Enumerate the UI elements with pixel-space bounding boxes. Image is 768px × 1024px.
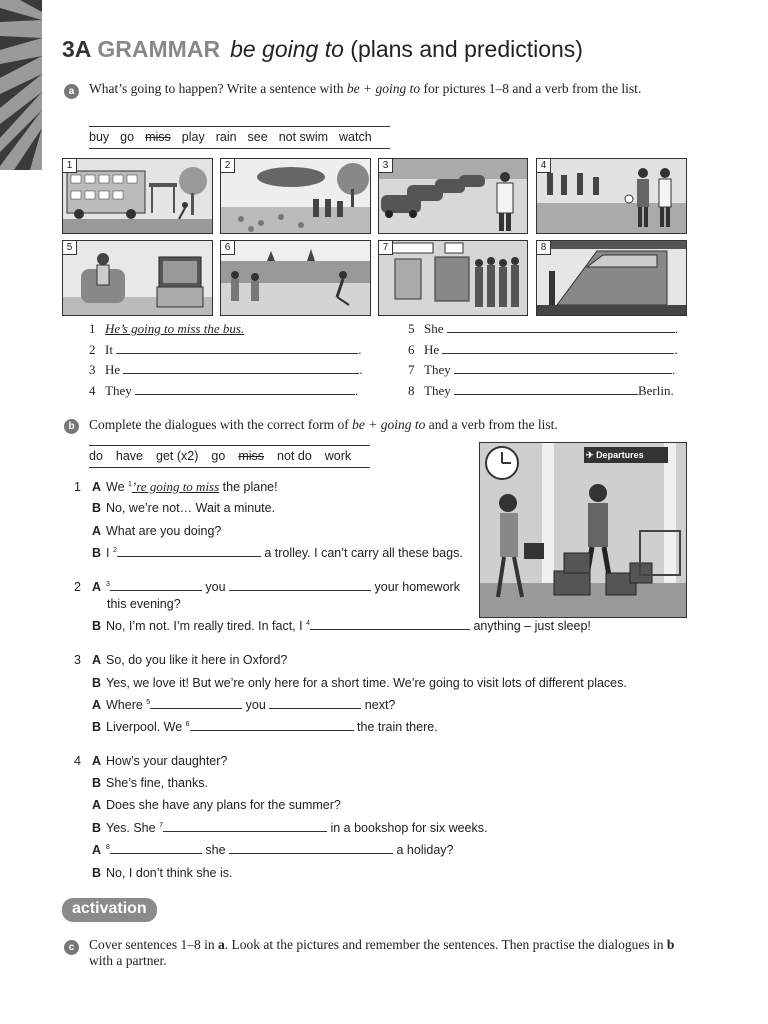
dialogue-1-line-4 (92, 546, 463, 560)
answer-blank[interactable] (229, 580, 371, 591)
line-text: How’s your daughter? (106, 754, 228, 768)
line-text: a holiday? (393, 843, 454, 857)
sentence-number: 1 (89, 321, 96, 336)
sentence-number: 7 (408, 362, 415, 377)
instruction-c-text: Cover sentences 1–8 in (89, 937, 218, 952)
instruction-c-text-3: with a partner. (89, 953, 167, 968)
line-text: Does she have any plans for the summer? (106, 798, 341, 812)
dialogue-1-line-1 (74, 479, 278, 495)
speaker: B (92, 619, 102, 633)
word-item: do (89, 449, 103, 463)
answer-blank[interactable] (447, 322, 675, 333)
title-topic: be going to (230, 36, 344, 62)
cars-illustration (379, 159, 527, 233)
train-illustration (537, 241, 686, 315)
line-text: She’s fine, thanks. (106, 776, 208, 790)
sunburst-decoration (0, 0, 42, 170)
dialogue-number: 2 (74, 580, 81, 594)
instruction-c-bold-2: b (666, 937, 675, 952)
sentence-8 (408, 383, 674, 399)
bus-illustration (63, 159, 212, 233)
instruction-b-text: Complete the dialogues with the correct form of (89, 417, 353, 432)
speaker: A (92, 698, 102, 712)
picture-7-cinema (378, 240, 528, 316)
gap-number: 1 (128, 480, 132, 488)
airport-illustration (480, 443, 686, 617)
speaker: B (92, 720, 102, 734)
sentence-start: He (105, 362, 121, 377)
section-label: GRAMMAR (97, 36, 221, 62)
sentence-number: 2 (89, 342, 96, 357)
title-subtitle: (plans and predictions) (350, 36, 583, 62)
answer-blank[interactable] (135, 384, 355, 395)
airport-picture (479, 442, 687, 618)
instruction-b-emphasis: be + going to (352, 417, 426, 432)
dialogue-3-line-2 (92, 676, 627, 690)
departures-label: Departures (596, 450, 644, 460)
dialogue-number: 1 (74, 480, 81, 494)
picture-number: 7 (379, 241, 393, 255)
speaker: A (92, 480, 102, 494)
word-item: not do (277, 449, 312, 463)
example-answer: ’re going to miss (131, 479, 220, 494)
answer-blank[interactable] (110, 580, 202, 591)
word-item: play (181, 130, 205, 144)
gap-number: 2 (112, 546, 117, 554)
exercise-letter-b: b (64, 419, 79, 434)
sentence-number: 8 (408, 383, 415, 398)
line-text: Where (106, 698, 147, 712)
sentence-start: It (105, 342, 113, 357)
sentence-start: They (424, 383, 451, 398)
departures-sign (586, 450, 644, 461)
line-text: No, I’m not. I’m really tired. In fact, I (106, 619, 307, 633)
line-text: you (201, 580, 230, 594)
sentence-number: 6 (408, 342, 415, 357)
line-text: I (106, 546, 113, 560)
dialogue-1-line-3 (92, 524, 221, 538)
answer-blank[interactable] (454, 363, 672, 374)
activation-label: activation (62, 898, 157, 922)
word-item: miss (238, 449, 265, 463)
word-item: have (115, 449, 144, 463)
word-item: work (324, 449, 352, 463)
dialogue-4-line-6 (92, 866, 232, 880)
instruction-c-text-2: . Look at the pictures and remember the sentences. Then practise the dialogues in (224, 937, 667, 952)
speaker: A (92, 843, 102, 857)
answer-blank[interactable] (110, 843, 202, 854)
picture-number: 1 (63, 159, 77, 173)
sentence-end: . (354, 383, 359, 398)
sentence-end: . (674, 342, 678, 357)
sentence-1 (89, 321, 244, 337)
sentence-end: Berlin. (637, 383, 674, 398)
line-text: We (106, 480, 128, 494)
line-text: she (201, 843, 230, 857)
sentence-5 (408, 321, 678, 337)
sentence-number: 5 (408, 321, 415, 336)
speaker: A (92, 798, 102, 812)
instruction-a-text-2: for pictures 1–8 and a verb from the list. (420, 81, 642, 96)
picture-2-park-rain (220, 158, 371, 234)
gap-number: 8 (106, 843, 110, 851)
dialogue-4-line-1 (74, 754, 227, 768)
answer-blank[interactable] (190, 720, 354, 731)
dialogue-2-line-1b: this evening? (107, 597, 181, 611)
instruction-c (89, 937, 689, 969)
line-text: No, I don’t think she is. (106, 866, 233, 880)
dialogue-4-line-4 (92, 821, 487, 835)
speaker: B (92, 546, 102, 560)
answer-blank[interactable] (163, 821, 327, 832)
sentence-6 (408, 342, 678, 358)
beach-illustration (221, 241, 370, 315)
dialogue-3-line-1 (74, 653, 287, 667)
cinema-illustration (379, 241, 527, 315)
gap-number: 7 (159, 821, 163, 829)
instruction-b (89, 417, 689, 433)
dialogue-number: 4 (74, 754, 81, 768)
instruction-a-emphasis: be + going to (346, 81, 421, 96)
answer-blank[interactable] (454, 384, 638, 395)
dialogue-4-line-2 (92, 776, 208, 790)
picture-8-train (536, 240, 687, 316)
page-title (62, 36, 583, 63)
gap-number: 6 (185, 720, 190, 728)
speaker: A (92, 754, 102, 768)
speaker: A (92, 653, 102, 667)
picture-1-bus (62, 158, 213, 234)
dialogue-2-line-2 (92, 619, 591, 633)
gap-number: 5 (146, 698, 151, 706)
word-item: not swim (278, 130, 329, 144)
answer-blank[interactable] (150, 698, 242, 709)
instruction-a-text: What’s going to happen? Write a sentence with (89, 81, 347, 96)
picture-number: 8 (537, 241, 551, 255)
dialogue-1-line-2 (92, 501, 275, 515)
word-item: go (120, 130, 135, 144)
line-text: What are you doing? (106, 524, 222, 538)
sentence-start: She (424, 321, 444, 336)
example-answer: He’s going to miss the bus. (105, 321, 245, 336)
picture-6-beach (220, 240, 371, 316)
sentence-7 (408, 362, 675, 378)
dialogue-3-line-3 (92, 698, 395, 712)
speaker: B (92, 866, 102, 880)
unit-number: 3A (62, 36, 92, 62)
line-text: a trolley. I can’t carry all these bags. (260, 546, 463, 560)
instruction-a (89, 81, 689, 97)
word-item: see (247, 130, 268, 144)
line-text: in a bookshop for six weeks. (326, 821, 488, 835)
picture-number: 6 (221, 241, 235, 255)
word-item: miss (145, 130, 171, 144)
picture-4-football (536, 158, 687, 234)
sentence-2 (89, 342, 361, 358)
picture-number: 5 (63, 241, 77, 255)
instruction-b-text-2: and a verb from the list. (425, 417, 558, 432)
word-list-a (89, 126, 390, 149)
word-item: go (211, 449, 226, 463)
line-text: Liverpool. We (106, 720, 186, 734)
answer-blank[interactable] (123, 363, 359, 374)
line-text: the plane! (219, 480, 278, 494)
word-item: buy (89, 130, 110, 144)
answer-blank[interactable] (116, 343, 358, 354)
sentence-number: 4 (89, 383, 96, 398)
sentence-end: . (358, 342, 362, 357)
gap-number: 3 (106, 580, 110, 588)
gap-number: 4 (306, 619, 310, 627)
plane-icon: ✈ (586, 450, 594, 460)
park-illustration (221, 159, 370, 233)
line-text: Yes, we love it! But we’re only here for a short time. We’re going to visit lots of different places. (106, 676, 627, 690)
line-text: So, do you like it here in Oxford? (106, 653, 288, 667)
line-text: Yes. She (106, 821, 160, 835)
answer-blank[interactable] (229, 843, 393, 854)
dialogue-4-line-5 (92, 843, 453, 857)
sentence-start: He (424, 342, 440, 357)
picture-5-television (62, 240, 213, 316)
sentence-number: 3 (89, 362, 96, 377)
dialogue-3-line-4 (92, 720, 438, 734)
sentence-end: . (674, 321, 678, 336)
word-list-b (89, 445, 370, 468)
speaker: B (92, 676, 102, 690)
sentence-start: They (424, 362, 451, 377)
line-text: No, we’re not… Wait a minute. (106, 501, 276, 515)
speaker: B (92, 501, 102, 515)
sentence-3 (89, 362, 363, 378)
sentence-end: . (671, 362, 676, 377)
picture-3-car-showroom (378, 158, 528, 234)
answer-blank[interactable] (310, 619, 470, 630)
speaker: B (92, 821, 102, 835)
dialogue-4-line-3 (92, 798, 341, 812)
answer-blank[interactable] (269, 698, 361, 709)
line-text: the train there. (353, 720, 438, 734)
exercise-letter-c: c (64, 940, 79, 955)
exercise-letter-a: a (64, 84, 79, 99)
line-text: anything – just sleep! (469, 619, 591, 633)
word-item: get (x2) (156, 449, 199, 463)
dialogue-number: 3 (74, 653, 81, 667)
sentence-start: They (105, 383, 132, 398)
picture-number: 3 (379, 159, 393, 173)
picture-number: 4 (537, 159, 551, 173)
answer-blank[interactable] (117, 546, 261, 557)
speaker: B (92, 776, 102, 790)
word-item: watch (339, 130, 372, 144)
tv-illustration (63, 241, 212, 315)
line-text: you (242, 698, 270, 712)
speaker: A (92, 524, 102, 538)
football-illustration (537, 159, 686, 233)
word-item: rain (215, 130, 237, 144)
line-text: next? (361, 698, 396, 712)
dialogue-2-line-1 (74, 580, 460, 594)
speaker: A (92, 580, 102, 594)
picture-number: 2 (221, 159, 235, 173)
instruction-c-bold: a (217, 937, 225, 952)
sentence-end: . (359, 362, 363, 377)
line-text: your homework (371, 580, 460, 594)
answer-blank[interactable] (442, 343, 674, 354)
sentence-4 (89, 383, 358, 399)
